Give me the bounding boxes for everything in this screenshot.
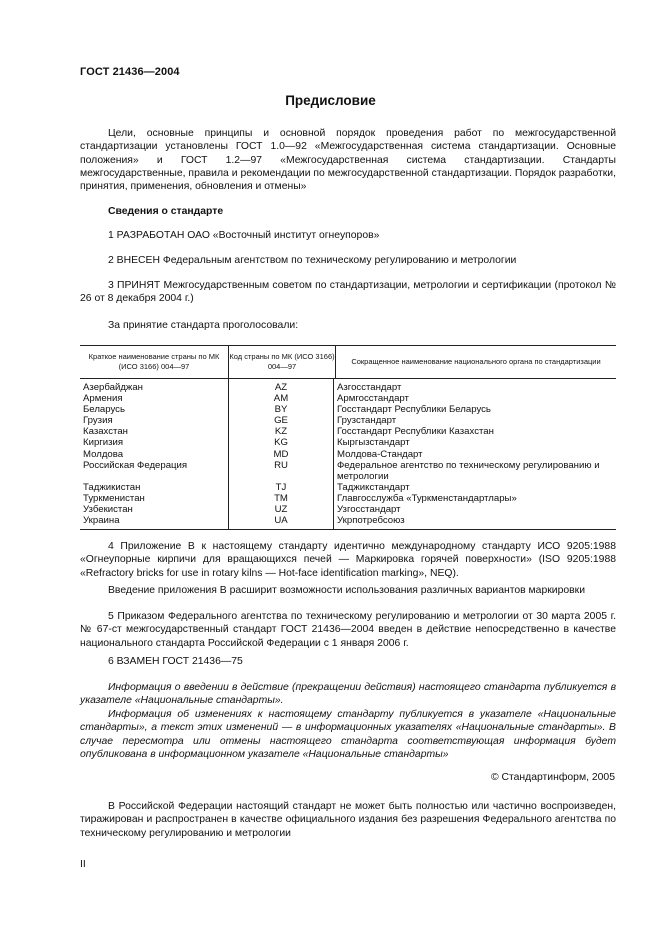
table-cell-code: BY [274, 404, 288, 416]
table-cell-country: Киргизия [83, 437, 124, 449]
page-number: II [80, 859, 86, 870]
table-cell-code: MD [273, 448, 289, 460]
item-6: 6 ВЗАМЕН ГОСТ 21436—75 [108, 656, 243, 667]
item-4-note: Введение приложения В расширит возможности использования различных вариантов маркировки [108, 585, 586, 596]
table-cell-body: Госстандарт Республики Беларусь [337, 404, 491, 416]
page-title: Предисловие [285, 93, 376, 108]
table-cell-body: Госстандарт Республики Казахстан [337, 426, 494, 438]
table-cell-country: Узбекистан [83, 504, 133, 516]
table-cell-code: UZ [274, 504, 288, 516]
table-cell-body: Молдова-Стандарт [337, 448, 423, 460]
code-column [228, 379, 334, 529]
table-cell-code: KG [274, 437, 288, 449]
voted-caption: За принятие стандарта проголосовали: [108, 320, 299, 331]
table-cell-country: Украина [83, 515, 120, 527]
table-cell-country: Туркменистан [83, 492, 145, 504]
col-header-country: Краткое наименование страны по МК (ИСО 3166) 004—97 [88, 352, 220, 371]
item-3: 3 ПРИНЯТ Межгосударственным советом по стандартизации, метрологии и сертификации (протокол № 26 от 8 декабря 2004 г.) [80, 280, 616, 305]
copyright: © Стандартинформ, 2005 [490, 772, 615, 783]
intro-paragraph: Цели, основные принципы и основной порядок проведения работ по межгосударственной стандартизации установлены ГОСТ 1.0—92 «Межгосударственная система стандартизации. Основные положения» и ГОСТ 1.2—97 «Межгосударственная система стандартизации. Стандарты межгосударственные, правила и рекомендации по межгосударственной стандартизации. Порядок разработки, принятия, применения, обновления и отмены» [80, 128, 616, 193]
table-cell-body: Таджикстандарт [337, 481, 410, 493]
table-cell-body: Азгосстандарт [337, 382, 402, 393]
table-cell-country: Молдова [83, 448, 124, 460]
table-cell-body: Кыргызстандарт [337, 437, 410, 449]
col-header-body: Сокращенное наименование национального органа по стандартизации [351, 357, 601, 366]
table-cell-body: Федеральное агентство по техническому регулированию и метрологии [337, 459, 600, 482]
col-header-code-text: Код страны по МК (ИСО 3166) 004—97 [229, 352, 335, 371]
table-cell-code: TM [274, 492, 288, 504]
table-cell-country: Российская Федерация [83, 459, 188, 471]
table-cell-body: Укрпотребсоюз [337, 515, 405, 527]
rights-notice: В Российской Федерации настоящий стандарт не может быть полностью или частично воспроизведен, тиражирован и распространен в качестве официального издания без разрешения Федерального агентства по техническому регулированию и метрологии [80, 801, 616, 839]
table-cell-code: UA [274, 515, 288, 527]
table-cell-code: KZ [274, 426, 288, 438]
table-header [80, 346, 616, 379]
item-4: 4 Приложение В к настоящему стандарту идентично международному стандарту ИСО 9205:1988 «Огнеупорные кирпичи для вращающихся печей — Маркировка горячей поверхности» (ISO 9205:1988 «Refractory bricks for use in rotary kilns — Hot-face identification marking», NEQ). [80, 541, 616, 579]
table-cell-code: AM [273, 393, 289, 405]
info-heading: Сведения о стандарте [108, 206, 224, 217]
voting-table [80, 345, 616, 530]
table-cell-code: GE [274, 415, 288, 427]
info-italic-1: Информация о введении в действие (прекращении действия) настоящего стандарта публикуется в указателе «Национальные стандарты». [80, 682, 616, 707]
table-cell-code: TJ [275, 481, 287, 493]
body-column [334, 379, 616, 529]
table-cell-country: Азербайджан [83, 382, 143, 393]
country-column [80, 379, 228, 529]
item-1: 1 РАЗРАБОТАН ОАО «Восточный институт огнеупоров» [108, 230, 380, 241]
table-cell-body: Грузстандарт [337, 415, 397, 427]
document-header: ГОСТ 21436—2004 [80, 66, 180, 78]
item-2: 2 ВНЕСЕН Федеральным агентством по техническому регулированию и метрологии [108, 255, 517, 266]
item-5: 5 Приказом Федерального агентства по техническому регулированию и метрологии от 30 марта 2005 г. № 67-ст межгосударственный стандарт ГОСТ 21436—2004 введен в действие непосредственно в качестве национального стандарта Российской Федерации с 1 января 2006 г. [80, 611, 616, 649]
table-cell-country: Беларусь [83, 404, 125, 416]
table-cell-country: Грузия [83, 415, 113, 427]
col-header-code [228, 346, 336, 378]
table-cell-body: Главгосслужба «Туркменстандартлары» [337, 492, 517, 504]
info-italic-2: Информация об изменениях к настоящему стандарту публикуется в указателе «Национальные стандарты», а текст этих изменений — в информационных указателях «Национальные стандарты». В случае пересмотра или отмены настоящего стандарта соответствующая информация будет опубликована в информационном указателе «Национальные стандарты» [80, 709, 616, 760]
table-cell-code: AZ [274, 382, 288, 393]
table-cell-country: Казахстан [83, 426, 128, 438]
table-cell-country: Таджикистан [83, 481, 141, 493]
table-cell-country: Армения [83, 393, 123, 405]
table-cell-body: Узгосстандарт [337, 504, 401, 516]
table-cell-code: RU [274, 459, 288, 471]
table-body [80, 379, 616, 529]
table-cell-body: Армгосстандарт [337, 393, 409, 405]
